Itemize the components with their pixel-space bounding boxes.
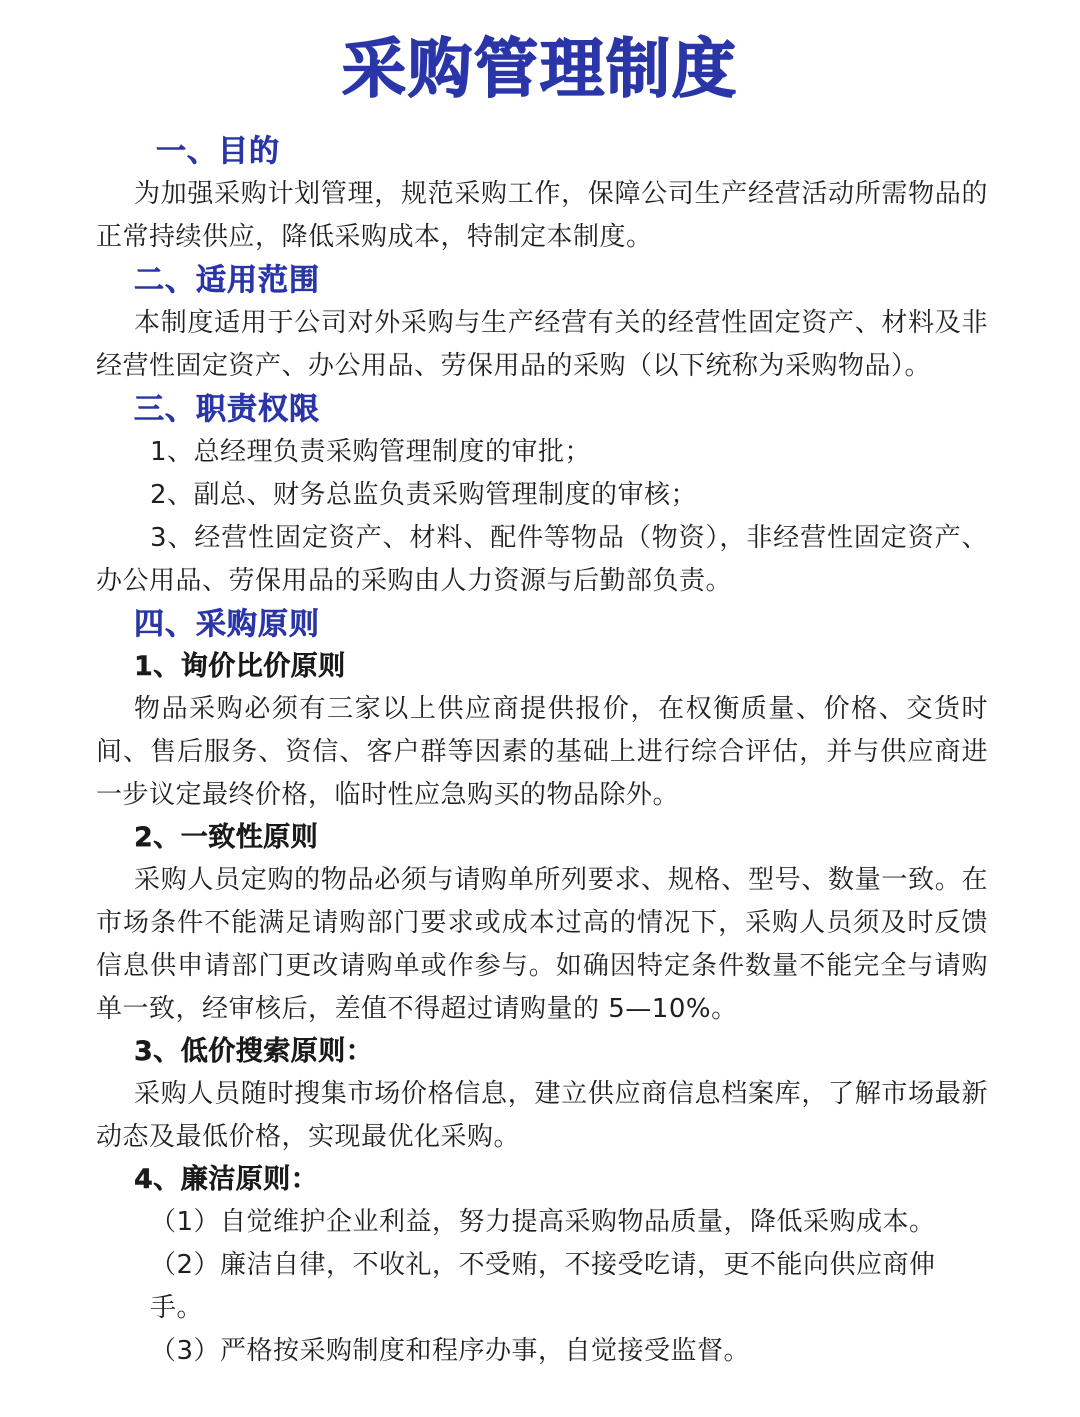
principle-heading-integrity: 4、廉洁原则： bbox=[134, 1164, 319, 1195]
section-text-scope: 本制度适用于公司对外采购与生产经营有关的经营性固定资产、材料及非经营性固定资产、办公用品、劳保用品的采购（以下统称为采购物品）。 bbox=[96, 308, 988, 381]
responsibility-item: 1、总经理负责采购管理制度的审批； bbox=[150, 437, 592, 467]
responsibility-item: 2、副总、财务总监负责采购管理制度的审核； bbox=[150, 480, 698, 510]
integrity-item: （2）廉洁自律，不收礼，不受贿，不接受吃请，更不能向供应商伸手。 bbox=[150, 1250, 936, 1323]
section-heading-purpose: 一、目的 bbox=[156, 134, 280, 169]
section-heading-principles: 四、采购原则 bbox=[134, 607, 320, 642]
principle-text-inquiry: 物品采购必须有三家以上供应商提供报价，在权衡质量、价格、交货时间、售后服务、资信、客户群等因素的基础上进行综合评估，并与供应商进一步议定最终价格，临时性应急购买的物品除外。 bbox=[96, 694, 988, 810]
document-title: 采购管理制度 bbox=[342, 33, 738, 107]
responsibility-item: 3、经营性固定资产、材料、配件等物品（物资），非经营性固定资产、办公用品、劳保用品的采购由人力资源与后勤部负责。 bbox=[96, 523, 988, 596]
integrity-item: （3）严格按采购制度和程序办事，自觉接受监督。 bbox=[150, 1336, 751, 1366]
integrity-item: （1）自觉维护企业利益，努力提高采购物品质量，降低采购成本。 bbox=[150, 1207, 936, 1237]
section-heading-responsibilities: 三、职责权限 bbox=[134, 392, 320, 427]
document-content bbox=[96, 130, 988, 1373]
section-text-purpose: 为加强采购计划管理，规范采购工作，保障公司生产经营活动所需物品的正常持续供应，降低采购成本，特制定本制度。 bbox=[96, 179, 988, 252]
principle-heading-low-price: 3、低价搜索原则： bbox=[134, 1036, 374, 1067]
principle-text-consistency: 采购人员定购的物品必须与请购单所列要求、规格、型号、数量一致。在市场条件不能满足请购部门要求或成本过高的情况下，采购人员须及时反馈信息供申请部门更改请购单或作参与。如确因特定条件数量不能完全与请购单一致，经审核后，差值不得超过请购量的 5—10%。 bbox=[96, 865, 988, 1024]
principle-heading-consistency: 2、一致性原则 bbox=[134, 822, 319, 853]
section-heading-scope: 二、适用范围 bbox=[134, 263, 320, 298]
principle-heading-inquiry: 1、询价比价原则 bbox=[134, 651, 346, 682]
principle-text-low-price: 采购人员随时搜集市场价格信息，建立供应商信息档案库，了解市场最新动态及最低价格，实现最优化采购。 bbox=[96, 1079, 988, 1152]
